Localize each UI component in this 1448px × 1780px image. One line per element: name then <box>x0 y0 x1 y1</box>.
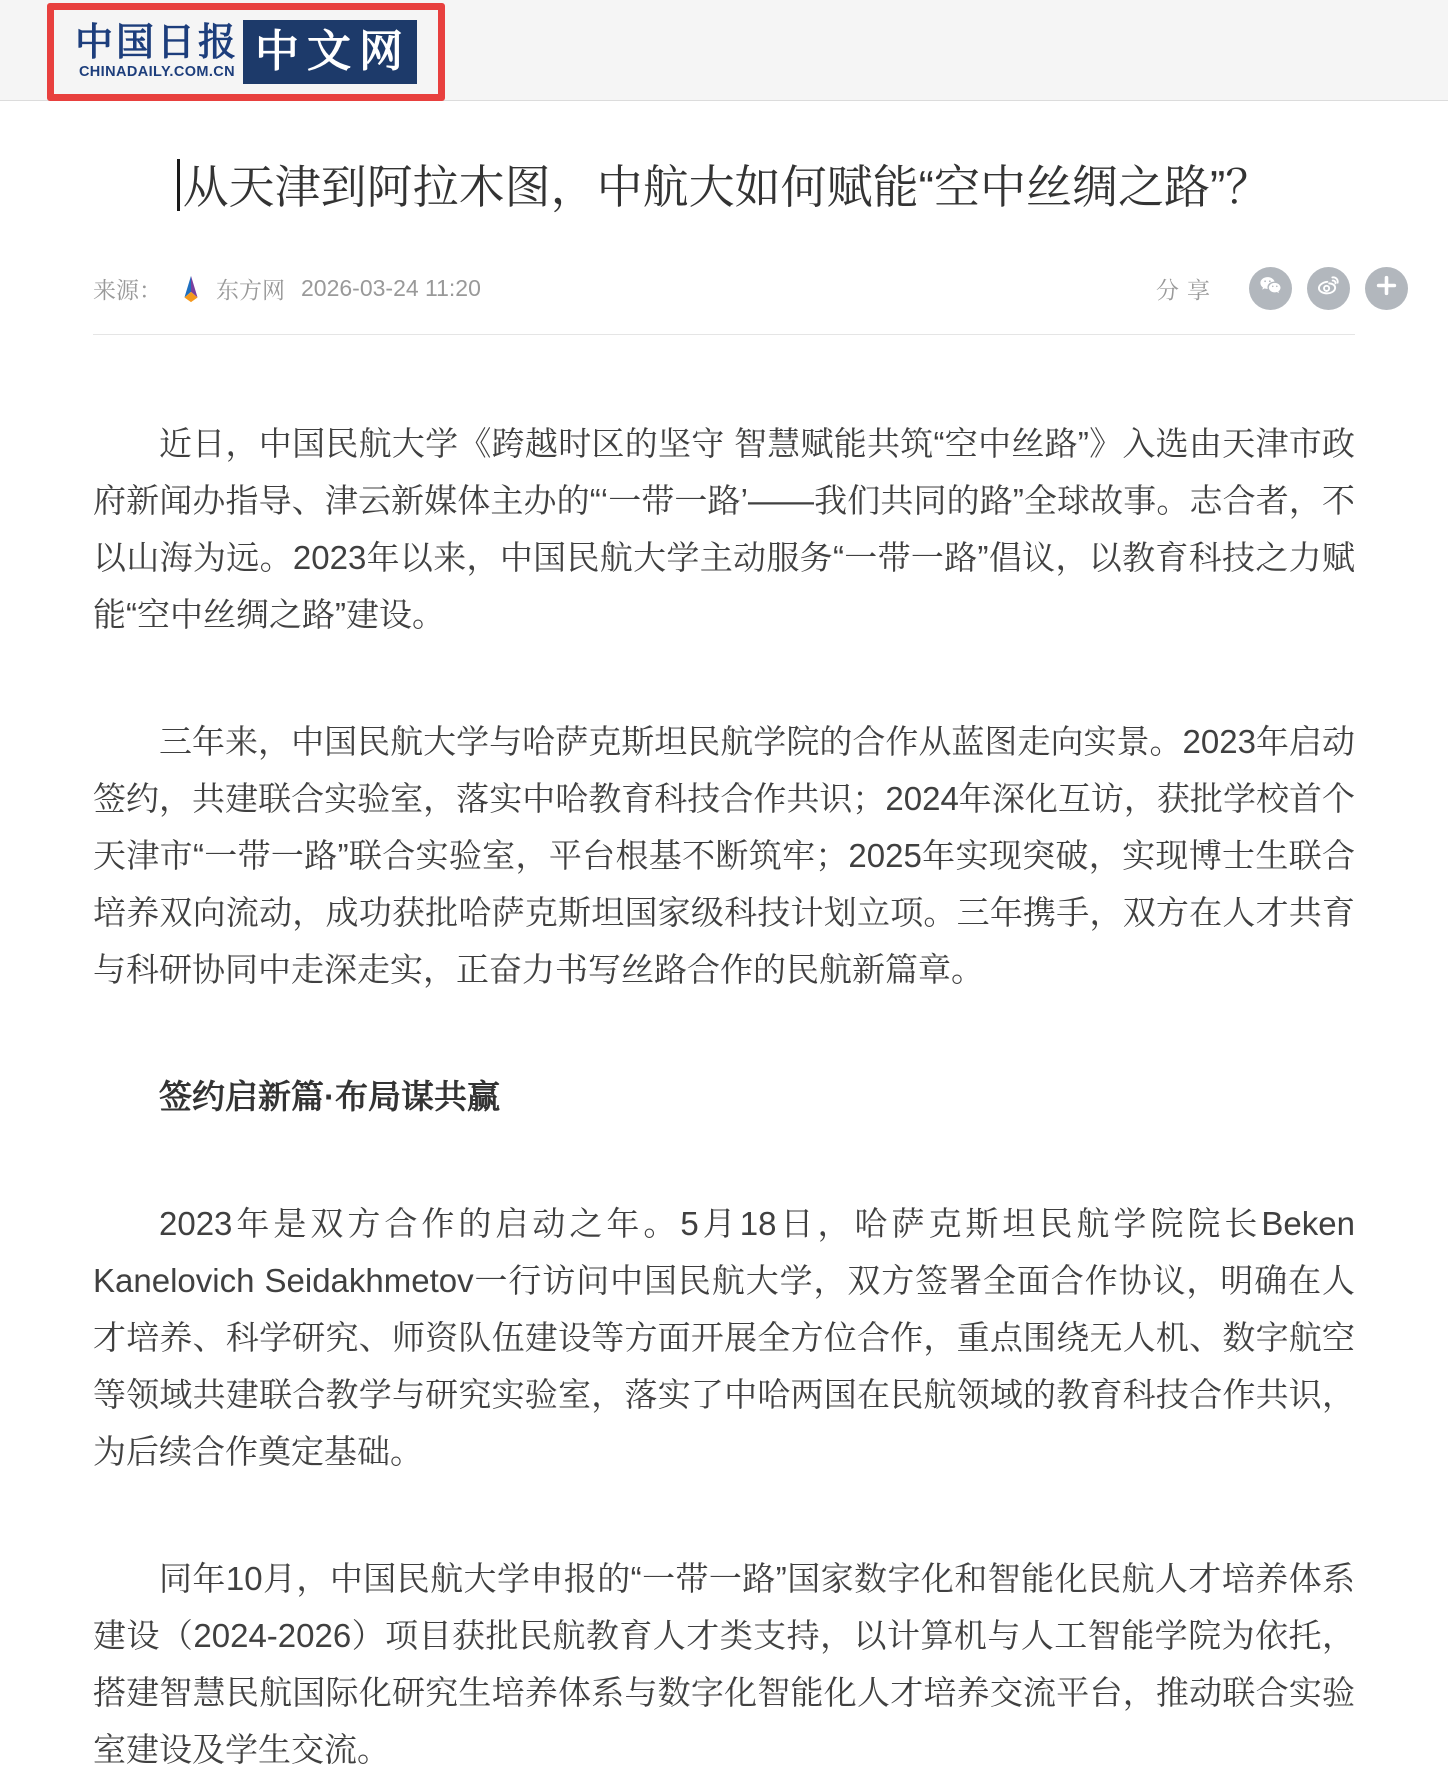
source-name[interactable]: 东方网 <box>216 277 285 303</box>
article-container <box>0 149 1448 1778</box>
weibo-icon <box>1315 272 1342 305</box>
chinadaily-domain: CHINADAILY.COM.CN <box>78 64 236 80</box>
article-meta-row <box>93 267 1355 310</box>
chinadaily-cn-title: 中国日报 <box>74 22 239 64</box>
logo-red-highlight-box <box>47 3 445 101</box>
section-subheading: 签约启新篇·布局谋共赢 <box>159 1078 500 1115</box>
publish-datetime: 2026-03-24 11:20 <box>301 275 481 301</box>
chinadaily-logo[interactable] <box>75 20 417 84</box>
weibo-share-button[interactable] <box>1307 267 1350 310</box>
chinadaily-logo-text <box>75 23 239 81</box>
share-label: 分享 <box>1156 277 1218 303</box>
article-body <box>93 335 1355 1778</box>
wechat-share-button[interactable] <box>1249 267 1292 310</box>
wechat-icon <box>1257 272 1284 305</box>
paragraph-4: 同年10月，中国民航大学申报的“一带一路”国家数字化和智能化民航人才培养体系建设（2024-2026）项目获批民航教育人才类支持，以计算机与人工智能学院为依托，搭建智慧民航国际化研究生培养体系与数字化智能化人才培养交流平台，推动联合实验室建设及学生交流。 <box>93 1560 1355 1768</box>
paragraph-1: 近日，中国民航大学《跨越时区的坚守 智慧赋能共筑“空中丝路”》入选由天津市政府新闻办指导、津云新媒体主办的“‘一带一路’——我们共同的路”全球故事。志合者，不以山海为远。2023年以来，中国民航大学主动服务“一带一路”倡议，以教育科技之力赋能“空中丝绸之路”建设。 <box>93 425 1355 633</box>
more-share-button[interactable] <box>1365 267 1408 310</box>
source-label: 来源： <box>93 277 162 303</box>
paragraph-2: 三年来，中国民航大学与哈萨克斯坦民航学院的合作从蓝图走向实景。2023年启动签约，共建联合实验室，落实中哈教育科技合作共识；2024年深化互访，获批学校首个天津市“一带一路”联合实验室，平台根基不断筑牢；2025年实现突破，实现博士生联合培养双向流动，成功获批哈萨克斯坦国家级科技计划立项。三年携手，双方在人才共育与科研协同中走深走实，正奋力书写丝路合作的民航新篇章。 <box>93 723 1355 988</box>
site-header <box>0 0 1448 101</box>
article-title <box>134 149 1314 225</box>
chinese-site-badge: 中文网 <box>243 20 417 84</box>
text-cursor-icon <box>177 159 180 211</box>
share-toolbar <box>1156 267 1408 310</box>
paragraph-3: 2023年是双方合作的启动之年。5月18日，哈萨克斯坦民航学院院长Beken Kanelovich Seidakhmetov一行访问中国民航大学，双方签署全面合作协议，明确在人才培养、科学研究、师资队伍建设等方面开展全方位合作，重点围绕无人机、数字航空等领域共建联合教学与研究实验室，落实了中哈两国在民航领域的教育科技合作共识，为后续合作奠定基础。 <box>93 1205 1355 1470</box>
plus-icon <box>1373 272 1400 305</box>
article-title-text: 从天津到阿拉木图，中航大如何赋能“空中丝绸之路”？ <box>182 161 1272 213</box>
eastday-logo-icon <box>176 274 206 304</box>
